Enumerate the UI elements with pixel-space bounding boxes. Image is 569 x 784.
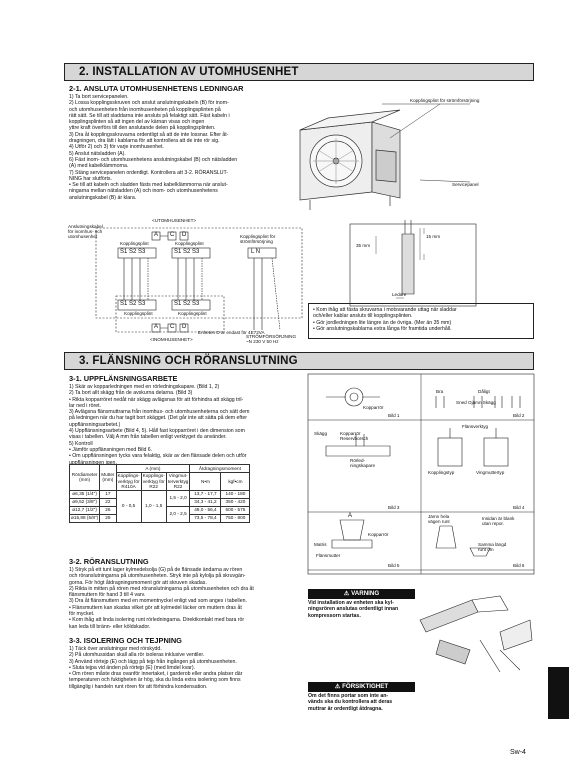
text-line: 2) Rikta in mitten på rören med röranslutningarna på utomhusenheten och dra åt [69, 585, 254, 592]
text-line: 3) Dra åt flänsmuttern med en momentnyckel enligt vad som anges i tabellen. [69, 598, 247, 605]
letter-c-bottom: C [170, 324, 175, 330]
label-15mm: 15 mm [426, 234, 441, 239]
label-power-terminal: Kopplingsplint för strömförsörjning [410, 98, 480, 103]
text-line: 2) Ta bort allt skägg från de avskurna delarna. (Bild 3) [69, 390, 193, 397]
label-bild-1: Bild 1 [388, 413, 400, 418]
text-line: dragningen, dra lätt i kablarna för att kontrollera att de inte rör sig. [69, 138, 220, 145]
label-indoor-unit: <INOMHUSENHET> [150, 337, 193, 342]
label-copper-spare: Kopparrör Reservborsch [340, 431, 369, 441]
text-line: • Om uppflänsningen tycks vara felaktig, skär av den flänsade delen och utför [69, 453, 247, 460]
text-line: uppflänsningen igen. [69, 459, 117, 466]
text-line: • Sluta tejpa vid änden på rörtejp (E) (med limdel kvar). [69, 664, 196, 671]
label-outdoor-unit: <UTOMHUSENHET> [152, 218, 197, 223]
text-line: • Om rören måste dras ovanför innertaket, i garderob eller andra platser där [69, 671, 243, 678]
text-line: 2) Lossa kopplingsskruven och anslut anslutningskabeln (B) för inom- [69, 100, 229, 107]
terminals-outdoor-2: S1 S2 S3 [174, 249, 200, 255]
text-line: 1) Stryk på ett tunt lager kylmedelsolja (G) på de flänsade ändarna av rören [69, 567, 243, 573]
warning-title: ⚠ VARNING [308, 589, 415, 599]
label-copper-pipe-5: Kopparrör [368, 532, 389, 537]
text-line: yttre kraft överförs till den anslutande delen på kopplingsplinten. [69, 125, 216, 132]
label-inside-shiny: Insidan är blank utan repor. [482, 516, 515, 526]
text-line: 1) Ta bort servicepanelen. [69, 94, 129, 100]
text-line: • Se till att kabeln och sladden fästs med kabelklämmorna när anslut- [69, 182, 228, 189]
text-line: flänsmuttern för hand 3 till 4 varv. [69, 592, 146, 599]
text-line: kan leda till bränn- eller köldskador. [69, 623, 151, 630]
text-line: • Kom ihåg att fästa skruvarna i motsvarande uttag när sladdar [313, 307, 457, 313]
label-bild-6: Bild 6 [513, 563, 525, 568]
text-line: och utomhusenheten från inomhusenheten på kopplingsplinten på [69, 106, 221, 113]
page-number: Sw-4 [510, 749, 526, 756]
text-line: • Jämför uppflänsningen med Bild 6. [69, 446, 153, 453]
section-3-header: 3. FLÄNSNING OCH RÖRANSLUTNING [64, 352, 534, 370]
text-line: NING har slutförts. [69, 175, 112, 182]
text-line: och/eller kablar ansluts till kopplingsplinten. [313, 313, 413, 320]
text-line: och röranslutningarna på utomhusenheten. Stryk inte på kylolja på skruvgän- [69, 573, 246, 580]
section-2-header: 2. INSTALLATION AV UTOMHUSENHET [64, 63, 534, 81]
label-bild-3: Bild 3 [388, 505, 400, 510]
text-line: 4) Uppflänsningsarbete (Bild 4, 5). Håll fast kopparröret i den dimension som [69, 428, 245, 435]
text-line: anslutningskabel (B) är klara. [69, 194, 137, 201]
text-line: • Gör jordledningen lite längre än de övriga. (Mer än 35 mm) [313, 319, 452, 326]
label-power-supply: STRÖMFÖRSÖRJNING ~N 230 V 50 Hz [246, 334, 297, 344]
text-line: gorna. För högt åtdragningsmoment gör att skruven skadas. [69, 579, 207, 586]
terminals-power: L N [251, 249, 261, 255]
label-smooth: Jämn hela vägen runt [428, 514, 450, 524]
text-line: temperaturen och fuktigheten är hög, ska du linda extra isolering som finns [69, 677, 241, 684]
warning-body: Vid installation av enheten ska kyl- ningsrören anslutas ordentligt innan kompressorn startas. [308, 600, 399, 619]
label-pipe-cutter: Rörled- ningskapare [350, 458, 376, 468]
label-flare-tool: Flänsverktyg [462, 424, 489, 429]
text-line: på ledningen när du har tagit bort skägget. (Det går inte att sätta på dem efter [69, 415, 247, 422]
text-line: lar ned i röret. [69, 402, 102, 409]
text-line: för mycket. [69, 611, 95, 618]
letter-a-top: A [154, 232, 159, 238]
label-bild-4: Bild 4 [513, 505, 525, 510]
label-bild-2: Bild 2 [513, 413, 525, 418]
label-indoor-terminal-1: Kopplingsplint [124, 311, 153, 316]
label-same-length: Samma längd runt om [478, 542, 507, 552]
text-line: • Flänsmuttern kan skadas vilket gör att kylmedel läcker om muttern dras åt [69, 604, 242, 611]
caution-body: Om det finns portar som inte an- vänds ska du kontrollera att deras muttrar är ordentligt åtdragna. [308, 693, 393, 712]
text-line: 5) Anslut nätsladden (A). [69, 150, 126, 157]
label-copper-pipe-1: Kopparrör [363, 405, 384, 410]
text-line: visas i tabellen. Välj A mm från tabellen enligt verktyget du använder. [69, 434, 227, 441]
text-line: 4) Utför 2) och 3) för varje inomhusenhet. [69, 144, 164, 151]
label-service-panel: Servicepanel [452, 182, 479, 187]
letter-a-bottom: A [154, 324, 159, 330]
text-line: uppflänsningsarbetet.) [69, 421, 121, 428]
text-line: 1) Skär av kopparledningen med en rörledningskapare. (Bild 1, 2) [69, 384, 220, 390]
text-line: • Gör anslutningskablarna extra långa för framtida underhåll. [313, 325, 452, 332]
subsection-2-1-title: 2-1. ANSLUTA UTOMHUSENHETENS LEDNINGAR [69, 84, 244, 93]
label-flare-nut: Flänsmutter [316, 553, 341, 558]
language-tab-marker [548, 667, 569, 719]
label-skewed: Sned Ojämn Skägg [456, 400, 496, 405]
label-burr: Skägg [314, 431, 328, 436]
letter-d-top: D [182, 232, 187, 238]
flare-table: Rördiameter (mm) Mutter (mm) A (mm) Åtdragningsmoment Kopplings- verktyg för R410A Kopplings- verktyg för R22 Vingmut- terverktyg R22 N•m kgf•cm ø6,35 (1/4") 17 0 - 0,5 1,0 - 1,5 1,5 - 2,0 13,7 - 17,7 140 - 180 ø9,52 (3/8") 22 34,3 - 41,2 350 - 420 ø12,7 (1/2") 26 2,0 - 2,5 49,0 - 56,4 500 - 575 ø15,88 (5/8") 29 73,5 - 78,4 750 - 800 [69, 464, 250, 523]
label-wing-nut-type: Vingmuttertyp [476, 470, 505, 475]
text-line: 5) Kontroll [69, 440, 93, 447]
label-clutch-type: Kopplingstyp [428, 470, 455, 475]
letter-d-bottom: D [182, 324, 187, 330]
text-line: 3) Avlägsna flänsmuttrarna från inomhus- och utomhusenheterna och sätt dem [69, 409, 250, 416]
text-line: 6) Fäst inom- och utomhusenhetens anslutningskabel (B) och nätsladden [69, 156, 238, 163]
terminals-indoor-1: S1 S2 S3 [120, 301, 146, 307]
text-line: (A) med kabelklämmorna. [69, 163, 129, 170]
text-line: 3) Dra åt kopplingsskruvarna ordentligt så att de inte lossnar. Efter åt- [69, 131, 229, 138]
text-line: ningarna mellan nätsladden (A) och inom- och utomhusenhetens [69, 188, 218, 195]
terminals-outdoor-1: S1 S2 S3 [120, 249, 146, 255]
label-indoor-terminal-2: Kopplingsplint [178, 311, 207, 316]
label-terminal-block-1: Kopplingsplint [120, 241, 149, 246]
label-bad: Dåligt [478, 389, 490, 394]
text-line: 1) Täck över anslutningar med rörskydd. [69, 646, 162, 652]
label-connection-cable: Anslutningskabel för inomhus- och utomhusenhet [68, 224, 103, 239]
label-35mm: 35 mm [356, 243, 371, 248]
label-terminal-block-2: Kopplingsplint [175, 241, 204, 246]
text-line: • Rikta kopparröret nedåt när skägg avlägsnas för att förhindra att skägg tril- [69, 396, 244, 403]
label-bild-5: Bild 5 [388, 563, 400, 568]
label-die: Matris [314, 542, 327, 547]
label-power-terminal-block: Kopplingsplint för strömförsörjning [240, 234, 276, 244]
text-line: 3) Använd rörtejp (E) och lägg på tejp från ingången på utomhusenheten. [69, 658, 237, 665]
text-line: 7) Stäng servicepanelen ordentligt. Kontrollera att 3-2. RÖRANSLUT- [69, 169, 229, 176]
terminals-indoor-2: S1 S2 S3 [174, 301, 200, 307]
text-line: tillgänglig i handeln runt rören för att förhindra kondensation. [69, 683, 208, 690]
caution-title: ⚠ FÖRSIKTIGHET [308, 682, 415, 692]
label-unit-d-note: Enheten D är endast för 4E72VA [198, 330, 265, 335]
subsection-3-2-title: 3-2. RÖRANSLUTNING [69, 557, 149, 566]
letter-c-top: C [170, 232, 175, 238]
subsection-3-3-title: 3-3. ISOLERING OCH TEJPNING [69, 636, 182, 645]
text-line: • Kom ihåg att linda isolering runt rörledningarna. Direktkontakt med bara rör [69, 617, 245, 624]
label-conductor: Ledare [392, 292, 407, 297]
label-a-dim: A [348, 513, 353, 519]
text-line: rätt sätt. Se till att sladdarna inte ansluts på felaktigt sätt. Fäst kabeln i [69, 112, 230, 119]
text-line: kopplingsplinten så att ingen del av kärnan visas och ingen [69, 119, 205, 126]
text-line: 2) På utomhussidan skall alla rör isoleras inklusive ventiler. [69, 652, 205, 659]
label-good: Bra [436, 389, 444, 394]
subsection-3-1-title: 3-1. UPPFLÄNSNINGSARBETE [69, 374, 178, 383]
